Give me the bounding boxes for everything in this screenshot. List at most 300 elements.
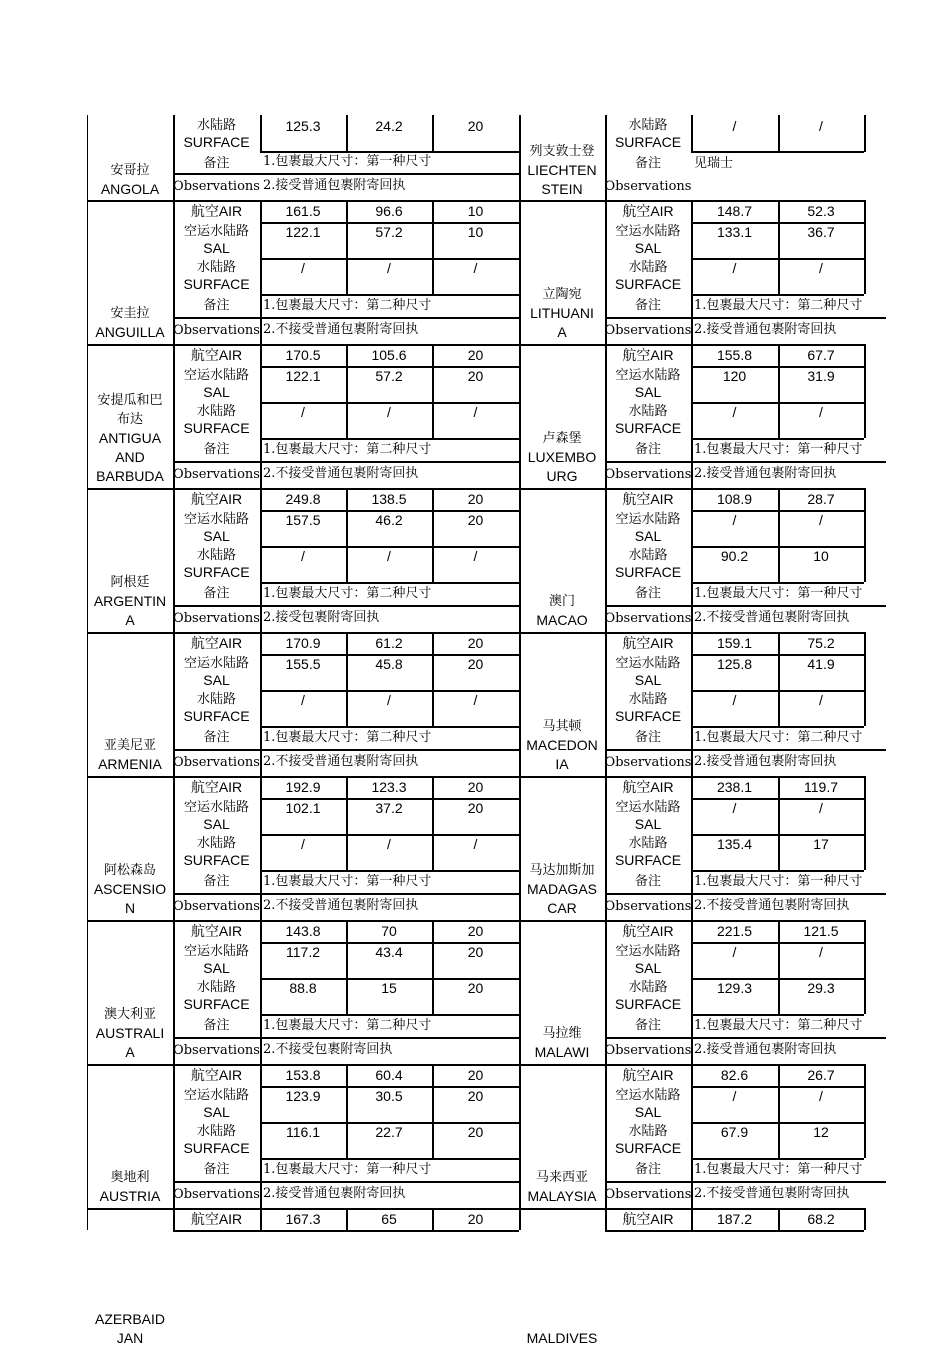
note-size: 1.包裹最大尺寸：第二种尺寸: [263, 298, 432, 313]
sal-rate: /: [819, 944, 823, 960]
country-cell: [87, 920, 173, 1062]
service-label-surface: [605, 834, 691, 870]
air-rate: 159.1: [716, 634, 753, 651]
service-label-surface: [173, 402, 260, 438]
country-name-en: AUSTRIA: [99, 1188, 161, 1204]
sal-rate: 45.8: [375, 656, 403, 672]
remark-label: 备注: [634, 298, 661, 313]
service-label-air: 航空AIR: [190, 778, 243, 795]
service-label-sal-en: SAL: [634, 528, 662, 544]
service-label-air: 航空AIR: [622, 634, 674, 651]
service-label-surface-en: SURFACE: [614, 133, 682, 150]
service-label-sal-cn: 空运水陆路: [183, 944, 249, 959]
observations-label: Observations: [173, 1043, 260, 1058]
service-label-air: 航空AIR: [622, 490, 674, 507]
air-rate: 123.3: [371, 778, 407, 795]
remark-label: 备注: [203, 155, 230, 171]
service-label-sal-en: SAL: [634, 672, 662, 688]
air-rate: 20: [467, 1210, 484, 1227]
note-receipt: 2.接受包裹附寄回执: [263, 610, 380, 625]
service-label-sal-cn: 空运水陆路: [615, 1088, 681, 1103]
country-name-en: AUSTRALI: [95, 1025, 165, 1041]
surface-rate: 17: [813, 836, 829, 852]
sal-rate: 102.1: [285, 800, 321, 816]
table-rule: [87, 1208, 88, 1230]
observations-label: Observations: [604, 899, 692, 914]
sal-rate: 57.2: [375, 368, 403, 384]
service-label-sal-cn: 空运水陆路: [615, 368, 681, 383]
sal-rate: 20: [467, 656, 484, 672]
sal-rate: 20: [467, 800, 484, 816]
country-name-en: ARMENIA: [98, 756, 162, 772]
note-receipt: 2.接受普通包裹附寄回执: [263, 1186, 406, 1201]
service-label-sal: [173, 1086, 260, 1122]
remark-label: 备注: [634, 442, 661, 457]
service-label-sal-cn: 空运水陆路: [615, 656, 681, 671]
country-name-en: ANGOLA: [100, 181, 160, 197]
observations-label: Observations: [604, 1187, 692, 1202]
service-label-surface: [173, 115, 260, 152]
air-rate: 119.7: [804, 778, 838, 795]
surface-rate: /: [301, 548, 305, 564]
service-label-sal: [173, 366, 260, 402]
surface-rate: /: [473, 692, 478, 708]
service-label-sal: [605, 798, 691, 834]
air-rate: 20: [467, 922, 484, 939]
surface-rate: 15: [381, 980, 397, 996]
service-label-air: 航空AIR: [190, 1210, 243, 1227]
table-rule: [864, 1208, 866, 1230]
surface-rate: 129.3: [716, 980, 753, 996]
country-name-en: MADAGAS: [526, 881, 597, 897]
service-label-surface-cn: 水陆路: [628, 836, 668, 851]
service-label-air: 航空AIR: [622, 1210, 674, 1227]
sal-rate: 57.2: [375, 224, 403, 240]
country-name-en: STEIN: [541, 181, 583, 197]
table-rule: [519, 1208, 521, 1230]
air-rate: 82.6: [720, 1066, 749, 1083]
air-rate: 52.3: [807, 202, 835, 219]
note-size: 1.包裹最大尺寸：第一种尺寸: [694, 442, 863, 457]
note-receipt: 2.不接受普通包裹附寄回执: [263, 466, 419, 481]
service-label-sal: [605, 1086, 691, 1122]
surface-rate: /: [732, 260, 737, 276]
surface-rate: 88.8: [289, 980, 317, 996]
country-name-en: [87, 1310, 173, 1348]
remark-label: 备注: [634, 1162, 661, 1177]
surface-rate: /: [473, 836, 478, 852]
service-label-surface-en: SURFACE: [614, 708, 682, 724]
country-name-en: MACAO: [536, 612, 588, 628]
service-label-sal-en: SAL: [634, 240, 662, 256]
surface-rate: /: [473, 260, 478, 276]
service-label-sal: [605, 510, 691, 546]
service-label-surface-cn: 水陆路: [628, 1124, 668, 1139]
service-label-surface-cn: 水陆路: [196, 980, 236, 995]
note-size: 1.包裹最大尺寸：第一种尺寸: [694, 586, 863, 601]
country-name-en: LIECHTEN: [527, 162, 597, 178]
observations-label: Observations: [173, 1187, 260, 1202]
surface-rate: /: [819, 692, 823, 708]
service-label-sal: [605, 654, 691, 690]
observations-label: Observations: [604, 323, 692, 338]
note-size: 1.包裹最大尺寸：第一种尺寸: [263, 874, 432, 889]
note-receipt: 2.接受普通包裹附寄回执: [694, 322, 837, 337]
country-cell: [519, 488, 605, 630]
service-label-sal: [173, 222, 260, 258]
surface-rate: 12: [813, 1124, 829, 1140]
service-label-sal-en: SAL: [203, 672, 230, 688]
service-label-surface: [605, 258, 691, 294]
service-label-surface: [605, 1122, 691, 1158]
table-rule: [260, 294, 262, 344]
service-label-sal-en: SAL: [634, 384, 662, 400]
observations-label: Observations: [604, 467, 692, 482]
observations-label: Observations: [173, 755, 260, 770]
country-name-en: IA: [555, 756, 569, 772]
service-label-surface-en: SURFACE: [614, 564, 682, 580]
service-label-surface-cn: 水陆路: [628, 260, 668, 275]
air-rate: 221.5: [716, 922, 753, 939]
service-label-sal-cn: 空运水陆路: [183, 1088, 249, 1103]
service-label-surface: [173, 690, 260, 726]
surface-rate: /: [387, 548, 391, 564]
sal-rate: /: [819, 800, 823, 816]
surface-rate: /: [819, 260, 823, 276]
service-label-sal: [173, 510, 260, 546]
service-label-air: 航空AIR: [622, 778, 674, 795]
remark-label: 备注: [634, 730, 661, 745]
note-receipt: 2.不接受普通包裹附寄回执: [694, 1186, 850, 1201]
observations-label: Observations: [173, 179, 260, 194]
observations-label: Observations: [173, 899, 260, 914]
service-label-sal-cn: 空运水陆路: [615, 224, 681, 239]
note-receipt: 2.接受普通包裹附寄回执: [694, 466, 837, 481]
service-label-surface: [605, 402, 691, 438]
surface-rate: /: [819, 117, 823, 134]
service-label-surface-en: SURFACE: [614, 1140, 682, 1156]
service-label-sal-cn: 空运水陆路: [615, 800, 681, 815]
service-label-surface-en: SURFACE: [183, 276, 250, 292]
service-label-sal-cn: 空运水陆路: [183, 224, 249, 239]
sal-rate: /: [819, 1088, 823, 1104]
air-rate: 28.7: [807, 490, 835, 507]
table-rule: [691, 151, 864, 153]
sal-rate: 30.5: [375, 1088, 403, 1104]
country-name-en: N: [124, 900, 136, 916]
air-rate: 108.9: [716, 490, 753, 507]
table-rule: [864, 1064, 866, 1158]
service-label-surface: [173, 834, 260, 870]
service-label-surface: [605, 546, 691, 582]
country-name-cn: 阿根廷: [110, 575, 150, 590]
air-rate: 143.8: [285, 922, 321, 939]
country-name-cn: 卢森堡: [542, 431, 582, 446]
sal-rate: /: [732, 1088, 737, 1104]
air-rate: 20: [467, 1066, 484, 1083]
surface-rate: 20: [467, 117, 484, 134]
table-rule: [260, 870, 262, 920]
air-rate: 192.9: [285, 778, 321, 795]
surface-rate: 90.2: [720, 548, 749, 564]
surface-rate: /: [732, 692, 737, 708]
sal-rate: 125.8: [716, 656, 753, 672]
service-label-surface-cn: 水陆路: [196, 836, 236, 851]
table-rule: [260, 1014, 262, 1064]
sal-rate: /: [819, 512, 823, 528]
service-label-surface: [173, 258, 260, 294]
air-rate: 70: [381, 922, 397, 939]
country-name-en: BARBUDA: [96, 468, 164, 484]
service-label-sal-en: SAL: [203, 1104, 230, 1120]
surface-rate: /: [301, 260, 305, 276]
observations-label: Observations: [604, 179, 692, 194]
air-rate: 155.8: [716, 346, 753, 363]
sal-rate: 133.1: [716, 224, 753, 240]
air-rate: 170.5: [285, 346, 321, 363]
surface-rate: /: [732, 404, 737, 420]
service-label-surface-cn: 水陆路: [196, 117, 236, 133]
sal-rate: /: [732, 512, 737, 528]
air-rate: 20: [467, 490, 484, 507]
country-name-en: [519, 1329, 605, 1348]
country-name-en: CAR: [547, 900, 577, 916]
sal-rate: 117.2: [286, 944, 320, 960]
sal-rate: 157.5: [285, 512, 321, 528]
air-rate: 67.7: [807, 346, 835, 363]
surface-rate: 20: [467, 1124, 484, 1140]
service-label-sal: [605, 222, 691, 258]
note-size: 1.包裹最大尺寸：第一种尺寸: [263, 154, 432, 169]
country-name-cn: 马达加斯加: [529, 863, 595, 878]
note-size: 1.包裹最大尺寸：第一种尺寸: [694, 1162, 863, 1177]
surface-rate: /: [387, 692, 391, 708]
country-name-cn: 澳大利亚: [103, 1007, 156, 1022]
remark-label: 备注: [634, 874, 661, 889]
service-label-surface-en: SURFACE: [614, 996, 682, 1012]
country-cell: [87, 115, 173, 199]
country-name-en-line: MALDIVES: [526, 1330, 598, 1346]
service-label-surface-cn: 水陆路: [628, 548, 668, 563]
service-label-air: 航空AIR: [190, 634, 243, 651]
remark-label: 备注: [203, 298, 230, 313]
air-rate: 26.7: [807, 1066, 835, 1083]
sal-rate: 155.5: [285, 656, 321, 672]
country-cell: [87, 488, 173, 630]
note-see-switzerland: 见瑞士: [694, 156, 734, 171]
surface-rate: /: [387, 836, 391, 852]
air-rate: 65: [381, 1210, 397, 1227]
service-label-sal: [605, 942, 691, 978]
country-name-en: ANGUILLA: [95, 324, 165, 340]
country-cell: [87, 344, 173, 486]
surface-rate: /: [301, 692, 305, 708]
service-label-surface-en: SURFACE: [183, 133, 250, 150]
remark-label: 备注: [203, 586, 230, 601]
note-receipt: 2.不接受普通包裹附寄回执: [694, 610, 850, 625]
table-rule: [260, 438, 262, 488]
remark-label: 备注: [634, 586, 661, 601]
service-label-surface-cn: 水陆路: [628, 404, 668, 419]
service-label-surface-en: SURFACE: [183, 996, 250, 1012]
sal-rate: 123.9: [285, 1088, 321, 1104]
country-name-en: A: [125, 1044, 135, 1060]
surface-rate: 10: [813, 548, 829, 564]
service-label-sal-en: SAL: [203, 528, 230, 544]
sal-rate: 20: [467, 1088, 484, 1104]
sal-rate: 20: [467, 512, 484, 528]
service-label-sal-en: SAL: [634, 1104, 662, 1120]
country-name-en-line: AZERBAID: [94, 1311, 165, 1327]
surface-rate: 135.4: [716, 836, 753, 852]
surface-rate: 20: [467, 980, 484, 996]
remark-label: 备注: [203, 442, 230, 457]
service-label-sal-cn: 空运水陆路: [615, 944, 681, 959]
surface-rate: 24.2: [375, 117, 403, 134]
observations-label: Observations: [604, 611, 692, 626]
service-label-surface-cn: 水陆路: [196, 692, 236, 707]
surface-rate: /: [301, 836, 305, 852]
service-label-air: 航空AIR: [190, 922, 243, 939]
service-label-surface-en: SURFACE: [614, 852, 682, 868]
country-name-cn: 安提瓜和巴: [97, 393, 163, 408]
table-rule: [864, 632, 866, 726]
air-rate: 105.6: [371, 346, 407, 363]
table-rule: [605, 1230, 864, 1232]
service-label-sal: [173, 798, 260, 834]
service-label-sal: [173, 942, 260, 978]
country-name-cn: 亚美尼亚: [103, 738, 156, 753]
remark-label: 备注: [203, 874, 230, 889]
surface-rate: /: [473, 404, 478, 420]
air-rate: 75.2: [807, 634, 835, 651]
note-receipt: 2.不接受普通包裹附寄回执: [263, 754, 419, 769]
service-label-sal-en: SAL: [203, 240, 230, 256]
note-size: 1.包裹最大尺寸：第二种尺寸: [263, 442, 432, 457]
service-label-sal-cn: 空运水陆路: [183, 656, 249, 671]
surface-rate: 22.7: [375, 1124, 403, 1140]
service-label-surface-en: SURFACE: [183, 708, 250, 724]
service-label-surface-cn: 水陆路: [196, 548, 236, 563]
service-label-air: 航空AIR: [622, 202, 674, 219]
sal-rate: 43.4: [375, 944, 403, 960]
service-label-sal-en: SAL: [634, 960, 662, 976]
note-receipt: 2.不接受普通包裹附寄回执: [694, 898, 850, 913]
country-name-en: URG: [546, 468, 578, 484]
observations-label: Observations: [173, 467, 260, 482]
air-rate: 20: [467, 778, 484, 795]
service-label-air: 航空AIR: [622, 922, 674, 939]
service-label-sal-cn: 空运水陆路: [615, 512, 681, 527]
sal-rate: /: [732, 944, 737, 960]
sal-rate: 20: [467, 368, 484, 384]
country-name-cn: 马其顿: [542, 719, 582, 734]
service-label-sal: [173, 654, 260, 690]
surface-rate: /: [732, 117, 737, 134]
table-rule: [260, 726, 262, 776]
country-name-cn: 阿松森岛: [103, 863, 156, 878]
service-label-air: 航空AIR: [190, 1066, 243, 1083]
air-rate: 148.7: [716, 202, 753, 219]
service-label-air: 航空AIR: [622, 346, 674, 363]
service-label-surface-en: SURFACE: [183, 1140, 250, 1156]
country-cell: [519, 135, 605, 199]
service-label-sal-en: SAL: [203, 816, 230, 832]
table-rule: [864, 344, 866, 438]
table-rule: [260, 582, 262, 632]
sal-rate: 122.1: [285, 224, 321, 240]
service-label-surface-en: SURFACE: [614, 276, 682, 292]
air-rate: 20: [467, 634, 484, 651]
remark-label: 备注: [634, 1018, 661, 1033]
country-name-en-line: JAN: [116, 1330, 144, 1346]
service-label-sal-en: SAL: [203, 384, 230, 400]
surface-rate: 116.1: [286, 1124, 320, 1140]
table-rule: [864, 488, 866, 582]
country-name-en: MACEDON: [526, 737, 598, 753]
service-label-surface-cn: 水陆路: [196, 260, 236, 275]
table-rule: [864, 200, 866, 294]
country-cell: [519, 1064, 605, 1206]
service-label-surface-en: SURFACE: [183, 420, 250, 436]
country-name-cn: 安圭拉: [110, 306, 150, 321]
service-label-air: 航空AIR: [622, 1066, 674, 1083]
country-name-en: AND: [115, 449, 145, 465]
surface-rate: /: [387, 260, 391, 276]
note-size: 1.包裹最大尺寸：第二种尺寸: [694, 1018, 863, 1033]
sal-rate: 122.1: [285, 368, 321, 384]
air-rate: 167.3: [285, 1210, 321, 1227]
air-rate: 68.2: [807, 1210, 835, 1227]
sal-rate: 41.9: [807, 656, 835, 672]
country-name-en: LUXEMBO: [527, 449, 597, 465]
country-name-en: A: [557, 324, 567, 340]
country-cell: [87, 1064, 173, 1206]
air-rate: 61.2: [375, 634, 403, 651]
service-label-surface-en: SURFACE: [183, 852, 250, 868]
country-name-cn: 马来西亚: [535, 1170, 588, 1185]
country-name-cn: 澳门: [548, 594, 575, 609]
country-name-en: LITHUANI: [530, 305, 594, 321]
note-size: 1.包裹最大尺寸：第二种尺寸: [263, 586, 432, 601]
service-label-surface: [173, 978, 260, 1014]
country-name-en: ASCENSIO: [93, 881, 167, 897]
note-receipt: 2.不接受包裹附寄回执: [263, 1042, 393, 1057]
remark-label: 备注: [203, 1018, 230, 1033]
country-name-en: ARGENTIN: [93, 593, 167, 609]
note-size: 1.包裹最大尺寸：第二种尺寸: [263, 730, 432, 745]
sal-rate: 46.2: [375, 512, 403, 528]
service-label-surface: [173, 546, 260, 582]
service-label-sal-cn: 空运水陆路: [183, 512, 249, 527]
sal-rate: /: [732, 800, 737, 816]
service-label-sal-cn: 空运水陆路: [183, 368, 249, 383]
country-name-en: A: [125, 612, 135, 628]
table-rule: [173, 1230, 519, 1232]
air-rate: 249.8: [285, 490, 321, 507]
observations-label: Observations: [173, 611, 260, 626]
sal-rate: 120: [722, 368, 747, 384]
service-label-sal-en: SAL: [634, 816, 662, 832]
service-label-surface-cn: 水陆路: [628, 980, 668, 995]
country-name-en: ANTIGUA: [98, 430, 162, 446]
air-rate: 96.6: [375, 202, 403, 219]
country-cell: [87, 776, 173, 918]
country-name-cn: 布达: [116, 412, 143, 427]
note-size: 1.包裹最大尺寸：第一种尺寸: [694, 874, 863, 889]
surface-rate: /: [473, 548, 478, 564]
service-label-surface: [605, 690, 691, 726]
